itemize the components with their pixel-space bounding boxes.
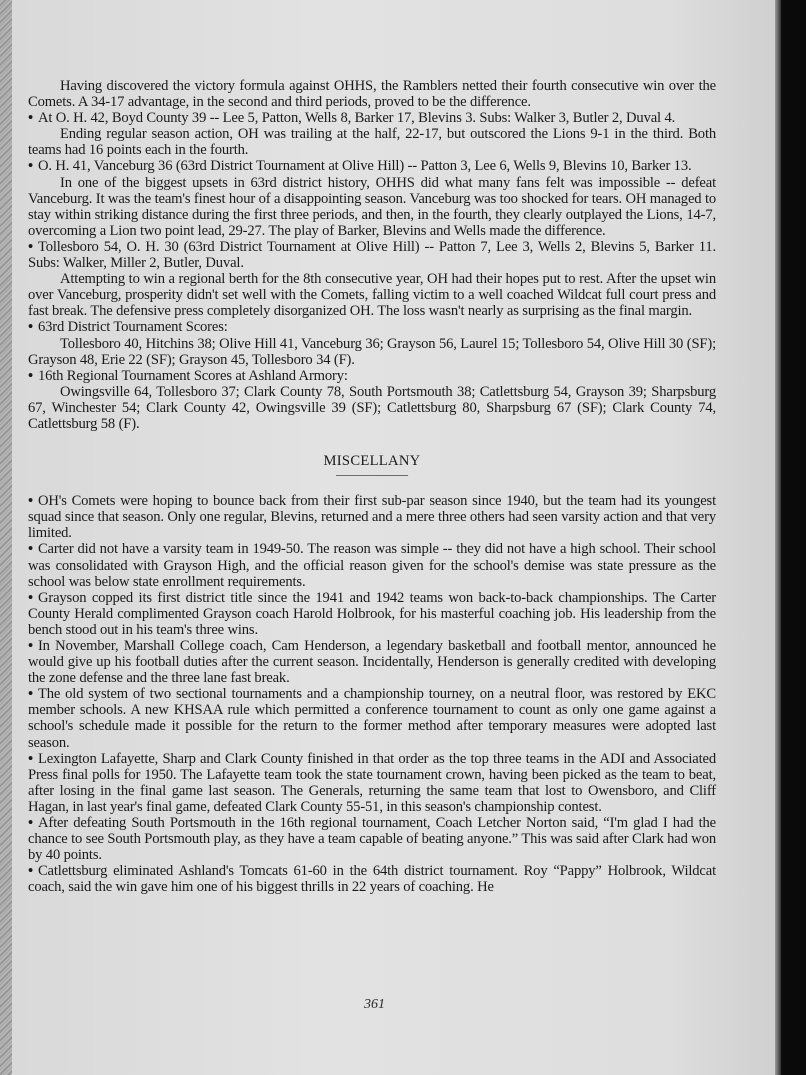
paragraph: In one of the biggest upsets in 63rd district history, OHHS did what many fans felt was impossible -- defeat Vanceburg. It was the team's finest hour of a disappointing season. Vanceburg was too shocked for tears. OH managed to stay within striking distance during the first three periods, and then, in the fourth, they clearly outplayed the Lions, 14-7, overcoming a Lion two point lead, 29-27. The play of Barker, Blevins and Wells made the difference. [28, 174, 716, 239]
misc-item: • OH's Comets were hoping to bounce back from their first sub-par season since 1940, but the team had its youngest squad since that season. Only one regular, Blevins, returned and a mere three others had seen varsity action and that very limited. [28, 493, 716, 541]
paragraph: Attempting to win a regional berth for the 8th consecutive year, OH had their hopes put to rest. After the upset win over Vanceburg, prosperity didn't set well with the Comets, falling victim to a well coached Wildcat full court press and fast break. The defensive press completely disorganized OH. The loss wasn't nearly as surprising as the final margin. [28, 271, 716, 320]
page-edge-shadow [775, 0, 783, 1075]
misc-item: • Grayson copped its first district title since the 1941 and 1942 teams won back-to-back championships. The Carter County Herald complimented Grayson coach Harold Holbrook, for his masterful coaching job. His leadership from the bench stood out in his team's three wins. [28, 590, 716, 638]
misc-item: • Catlettsburg eliminated Ashland's Tomcats 61-60 in the 64th district tournament. Roy “Pappy” Holbrook, Wildcat coach, said the win gave him one of his biggest thrills in 22 years of coaching. He [28, 863, 716, 895]
section-heading-block [28, 453, 716, 482]
book-binding-edge [0, 0, 12, 1075]
bullet-district-scores-heading: • 63rd District Tournament Scores: [28, 319, 716, 335]
page-body [28, 78, 716, 896]
bullet-regional-scores-heading: • 16th Regional Tournament Scores at Ashland Armory: [28, 368, 716, 384]
misc-item: • In November, Marshall College coach, Cam Henderson, a legendary basketball and football mentor, announced he would give up his football duties after the current season. Incidentally, Henderson is generally credited with developing the zone defense and the three lane fast break. [28, 638, 716, 686]
misc-item: • After defeating South Portsmouth in the 16th regional tournament, Coach Letcher Norton said, “I'm glad I had the chance to see South Portsmouth play, as they have a team capable of beating anyone.” This was said after Clark had won by 40 points. [28, 815, 716, 863]
misc-item: • Lexington Lafayette, Sharp and Clark County finished in that order as the top three teams in the ADI and Associated Press final polls for 1950. The Lafayette team took the state tournament crown, having been picked as the team to beat, after losing in the final game last season. The Generals, returning the same team that lost to Owensboro, and Cliff Hagan, in last year's final game, defeated Clark County 55-51, in this season's championship contest. [28, 751, 716, 815]
misc-item: • Carter did not have a varsity team in 1949-50. The reason was simple -- they did not have a high school. Their school was consolidated with Grayson High, and the official reason given for the school's demise was state pressure as the school was below state enrollment requirements. [28, 541, 716, 589]
page-number: 361 [364, 997, 385, 1012]
bullet-game-boyd-county: • At O. H. 42, Boyd County 39 -- Lee 5, Patton, Wells 8, Barker 17, Blevins 3. Subs: Walker 3, Butler 2, Duval 4. [28, 110, 716, 126]
misc-item: • The old system of two sectional tournaments and a championship tourney, on a neutral floor, was restored by EKC member schools. A new KHSAA rule which permitted a conference tournament to count as only one game against a school's schedule made it possible for the return to the former method after temporary measures were adopted last season. [28, 686, 716, 750]
bullet-game-vanceburg: • O. H. 41, Vanceburg 36 (63rd District Tournament at Olive Hill) -- Patton 3, Lee 6, Wells 9, Blevins 10, Barker 13. [28, 158, 716, 174]
regional-scores: Owingsville 64, Tollesboro 37; Clark County 78, South Portsmouth 38; Catlettsburg 54, Grayson 39; Sharpsburg 67, Winchester 54; Clark County 42, Owingsville 39 (SF); Catlettsburg 80, Sharpsburg 67 (SF); Clark County 74, Catlettsburg 58 (F). [28, 383, 716, 432]
section-heading: MISCELLANY [323, 453, 421, 470]
paragraph: Having discovered the victory formula against OHHS, the Ramblers netted their fourth consecutive win over the Comets. A 34-17 advantage, in the second and third periods, proved to be the difference. [28, 78, 716, 111]
paragraph: Ending regular season action, OH was trailing at the half, 22-17, but outscored the Lions 9-1 in the third. Both teams had 16 points each in the fourth. [28, 126, 716, 159]
section-rule: —————— [336, 467, 408, 482]
district-scores: Tollesboro 40, Hitchins 38; Olive Hill 41, Vanceburg 36; Grayson 56, Laurel 15; Tollesboro 54, Olive Hill 30 (SF); Grayson 48, Erie 22 (SF); Grayson 45, Tollesboro 34 (F). [28, 335, 716, 368]
bullet-game-tollesboro: • Tollesboro 54, O. H. 30 (63rd District Tournament at Olive Hill) -- Patton 7, Lee 3, Wells 2, Blevins 5, Barker 11. Subs: Walker, Miller 2, Butler, Duval. [28, 239, 716, 271]
